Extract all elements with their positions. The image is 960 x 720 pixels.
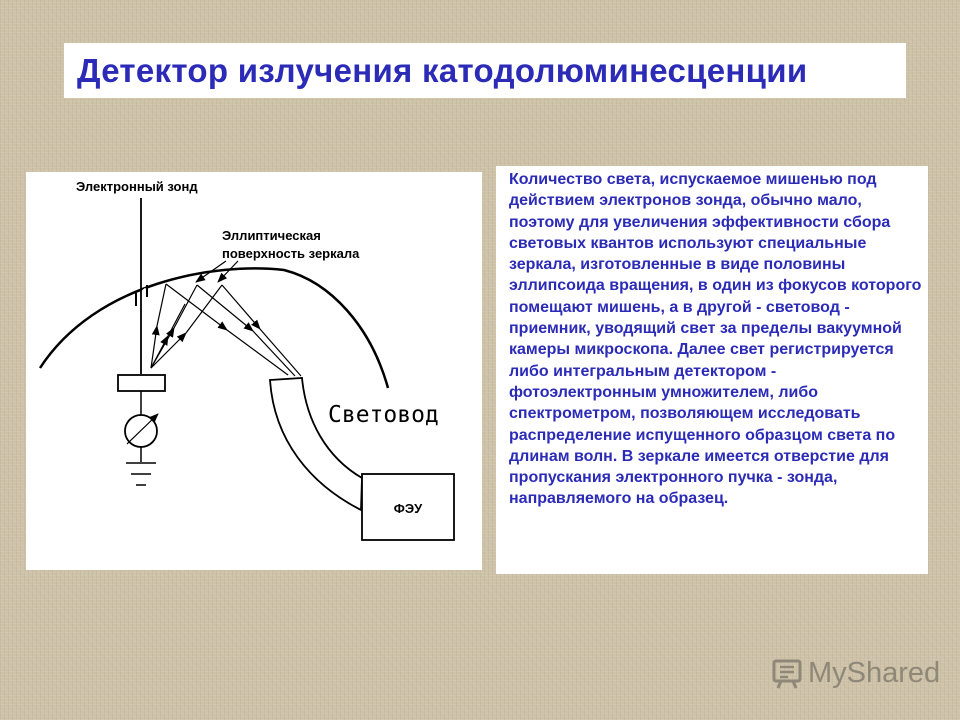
description-panel — [496, 166, 928, 574]
presentation-board-icon — [770, 655, 806, 691]
label-mirror-line2: поверхность зеркала — [222, 246, 360, 261]
light-guide — [270, 378, 362, 510]
elliptical-mirror — [40, 268, 388, 388]
ground-icon — [126, 463, 156, 485]
description-text: Количество света, испускаемое мишенью под действием электронов зонда, обычно мало, поэтому для увеличения эффективности сбора световых квантов используют специальные зеркала, изготовленные в виде половины эллипсоида вращения, в один из фокусов которого помещают мишень, а в другой - световод - приемник, уводящий свет за пределы вакуумной камеры микроскопа. Далее свет регистрируется либо интегральным детектором - фотоэлектронным умножителем, либо спектрометром, позволяющем исследовать распределение испущенного образцом света по длинам волн. В зеркале имеется отверстие для пропускания электронного пучка - зонда, направляемого на образец. — [509, 171, 922, 508]
slide-title: Детектор излучения катодолюминесценции — [77, 51, 808, 89]
sample-holder — [118, 375, 165, 391]
cathodoluminescence-diagram — [26, 172, 482, 570]
diagram-panel — [26, 172, 482, 570]
label-light-guide: Световод — [328, 402, 439, 428]
watermark-brand: MyShared — [808, 657, 941, 689]
label-probe: Электронный зонд — [76, 179, 198, 194]
label-mirror-line1: Эллиптическая — [222, 228, 321, 243]
light-rays — [151, 284, 301, 376]
watermark-logo — [770, 655, 941, 695]
pmt-label: ФЭУ — [393, 501, 423, 516]
title-banner — [64, 43, 906, 98]
